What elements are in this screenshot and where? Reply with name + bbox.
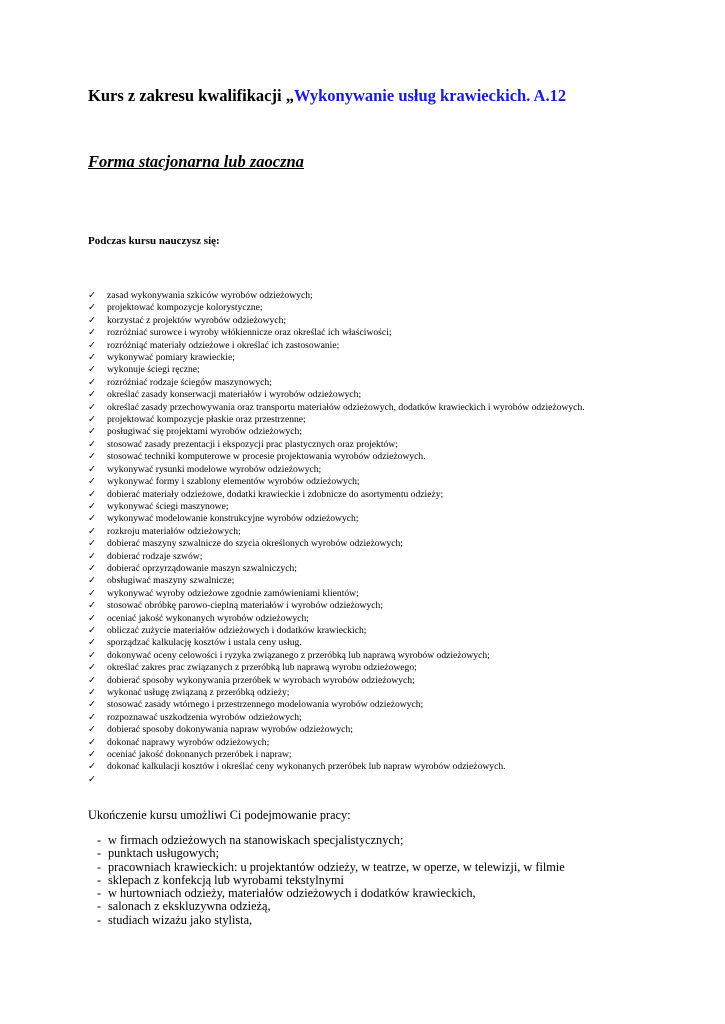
skill-list-item: [88, 476, 608, 488]
skill-text: określać zasady przechowywania oraz transportu materiałów odzieżowych, dodatków krawieckich i wyrobów odzieżowych.: [107, 401, 585, 413]
skill-text: rozpoznawać uszkodzenia wyrobów odzieżowych;: [107, 711, 302, 723]
skill-list-item: [88, 737, 608, 749]
skill-text: dobierać sposoby wykonywania przeróbek w wyrobach wyrobów odzieżowych;: [107, 674, 415, 686]
skill-list-item: [88, 526, 608, 538]
checkmark-icon: ✓: [88, 773, 96, 785]
skill-list-item: [88, 426, 608, 438]
skill-text: stosować zasady wtórnego i przestrzennego modelowania wyrobów odzieżowych;: [107, 699, 424, 711]
skill-text: obliczać zużycie materiałów odzieżowych i dodatków krawieckich;: [107, 624, 367, 636]
skill-list-item: [88, 712, 608, 724]
skill-list-item: [88, 402, 608, 414]
dash-bullet: -: [97, 899, 102, 914]
workplace-list-item: [97, 914, 617, 927]
skill-list-item: [88, 489, 608, 501]
skill-list-item: [88, 327, 608, 339]
dash-bullet: -: [97, 912, 102, 927]
skill-list-item: [88, 315, 608, 327]
workplace-list-item: [97, 887, 617, 900]
skill-text: rozkroju materiałów odzieżowych;: [107, 525, 241, 537]
skill-list-item: [88, 600, 608, 612]
workplace-list-item: [97, 847, 617, 860]
checkmark-icon: ✓: [88, 426, 96, 438]
skill-text: dobierać materiały odzieżowe, dodatki krawieckie i zdobnicze do asortymentu odzieży;: [107, 488, 444, 500]
skill-text: wykonywać modelowanie konstrukcyjne wyrobów odzieżowych;: [107, 513, 359, 525]
checkmark-icon: ✓: [88, 513, 96, 525]
checkmark-icon: ✓: [88, 327, 96, 339]
workplace-text: salonach z ekskluzywna odzieżą,: [108, 899, 271, 914]
skill-list-item: [88, 749, 608, 761]
workplace-list-item: [97, 834, 617, 847]
dash-bullet: -: [97, 859, 102, 874]
checkmark-icon: ✓: [88, 500, 96, 512]
checkmark-icon: ✓: [88, 749, 96, 761]
skill-text: dobierać oprzyrządowanie maszyn szwalniczych;: [107, 562, 297, 574]
skill-list-item: [88, 451, 608, 463]
qualification-name: Wykonywanie usług krawieckich. A.12: [293, 86, 567, 105]
skill-list-item: [88, 389, 608, 401]
skill-list-item: [88, 724, 608, 736]
skill-text: stosować obróbkę parowo-cieplną materiałów i wyrobów odzieżowych;: [107, 600, 383, 612]
checkmark-icon: ✓: [88, 600, 96, 612]
checkmark-icon: ✓: [88, 414, 96, 426]
workplaces-list: [97, 834, 617, 927]
checkmark-icon: ✓: [88, 674, 96, 686]
skill-list-item: [88, 364, 608, 376]
checkmark-icon: ✓: [88, 364, 96, 376]
checkmark-icon: ✓: [88, 389, 96, 401]
checkmark-icon: ✓: [88, 314, 96, 326]
workplace-list-item: [97, 900, 617, 913]
skill-list-item: [88, 538, 608, 550]
checkmark-icon: ✓: [88, 525, 96, 537]
course-title: [88, 86, 566, 106]
skill-list-item: [88, 439, 608, 451]
skill-text: obsługiwać maszyny szwalnicze;: [107, 575, 235, 587]
checkmark-icon: ✓: [88, 451, 96, 463]
skill-list-item: [88, 513, 608, 525]
skill-text: wykonuje ściegi ręczne;: [107, 364, 200, 376]
skill-text: dokonać kalkulacji kosztów i określać ceny wykonanych przeróbek lub napraw wyrobów odzieżowych.: [107, 761, 506, 773]
dash-bullet: -: [97, 886, 102, 901]
checkmark-icon: ✓: [88, 476, 96, 488]
skill-list-item: [88, 662, 608, 674]
skill-list-item: [88, 551, 608, 563]
checkmark-icon: ✓: [88, 587, 96, 599]
checkmark-icon: ✓: [88, 401, 96, 413]
skill-list-item: [88, 563, 608, 575]
checkmark-icon: ✓: [88, 488, 96, 500]
skill-text: rozróżniać rodzaje ściegów maszynowych;: [107, 376, 272, 388]
skill-list-item: [88, 613, 608, 625]
skill-list-item: [88, 699, 608, 711]
skill-list-item: [88, 650, 608, 662]
checkmark-icon: ✓: [88, 761, 96, 773]
checkmark-icon: ✓: [88, 438, 96, 450]
checkmark-icon: ✓: [88, 724, 96, 736]
skill-text: wykonywać formy i szablony elementów wyrobów odzieżowych;: [107, 476, 360, 488]
skill-list-item: [88, 588, 608, 600]
workplace-text: w hurtowniach odzieży, materiałów odzieżowych i dodatków krawieckich,: [108, 886, 476, 901]
skill-list-item: [88, 637, 608, 649]
skill-text: dobierać maszyny szwalnicze do szycia określonych wyrobów odzieżowych;: [107, 538, 403, 550]
skill-text: projektować kompozycje kolorystyczne;: [107, 302, 263, 314]
checkmark-icon: ✓: [88, 290, 96, 301]
skill-text: sporządzać kalkulację kosztów i ustala ceny usług.: [107, 637, 302, 649]
title-prefix: Kurs z zakresu kwalifikacji „: [88, 86, 294, 105]
skill-list-item: [88, 575, 608, 587]
skill-text: oceniać jakość wykonanych wyrobów odzieżowych;: [107, 612, 309, 624]
checkmark-icon: ✓: [88, 736, 96, 748]
workplace-list-item: [97, 861, 617, 874]
skill-list-item: [88, 501, 608, 513]
skill-list-item: [88, 464, 608, 476]
checkmark-icon: ✓: [88, 662, 96, 674]
skills-list: [88, 290, 608, 785]
checkmark-icon: ✓: [88, 562, 96, 574]
checkmark-icon: ✓: [88, 538, 96, 550]
skill-text: oceniać jakość dokonanych przeróbek i napraw;: [107, 749, 292, 761]
skill-list-item: [88, 290, 608, 302]
skill-list-item: [88, 687, 608, 699]
checkmark-icon: ✓: [88, 649, 96, 661]
skill-text: wykonywać rysunki modelowe wyrobów odzieżowych;: [107, 463, 322, 475]
skill-text: rozróżniać surowce i wyroby włókiennicze oraz określać ich właściwości;: [107, 327, 392, 339]
checkmark-icon: ✓: [88, 699, 96, 711]
skill-text: wykonywać ściegi maszynowe;: [107, 500, 229, 512]
checkmark-icon: ✓: [88, 376, 96, 388]
skill-text: wykonywać pomiary krawieckie;: [107, 352, 235, 364]
skill-list-item: [88, 340, 608, 352]
checkmark-icon: ✓: [88, 637, 96, 649]
career-intro: Ukończenie kursu umożliwi Ci podejmowanie pracy:: [88, 808, 351, 822]
skill-list-item: [88, 761, 608, 773]
learn-heading: Podczas kursu nauczysz się:: [88, 235, 220, 247]
skill-text: stosować zasady prezentacji i ekspozycji prac plastycznych oraz projektów;: [107, 438, 398, 450]
checkmark-icon: ✓: [88, 339, 96, 351]
skill-list-item: [88, 414, 608, 426]
skill-text: określać zasady konserwacji materiałów i wyrobów odzieżowych;: [107, 389, 362, 401]
checkmark-icon: ✓: [88, 352, 96, 364]
course-form-subtitle: Forma stacjonarna lub zaoczna: [88, 152, 304, 171]
skill-text: stosować techniki komputerowe w procesie projektowania wyrobów odzieżowych.: [107, 451, 426, 463]
skill-text: posługiwać się projektami wyrobów odzieżowych;: [107, 426, 303, 438]
checkmark-icon: ✓: [88, 302, 96, 314]
workplace-list-item: [97, 874, 617, 887]
skill-text: dokonać naprawy wyrobów odzieżowych;: [107, 736, 270, 748]
skill-text: wykonać usługę związaną z przeróbką odzieży;: [107, 687, 290, 698]
skill-list-item: [88, 352, 608, 364]
skill-text: wykonywać wyroby odzieżowe zgodnie zamówieniami klientów;: [107, 587, 359, 599]
skill-list-item: [88, 302, 608, 314]
skill-list-item: [88, 675, 608, 687]
dash-bullet: -: [97, 846, 102, 861]
dash-bullet: -: [97, 872, 102, 887]
skill-list-item: [88, 625, 608, 637]
skill-text: rozróżniąć materiały odzieżowe i określać ich zastosowanie;: [107, 339, 340, 351]
workplace-text: punktach usługowych;: [108, 846, 219, 861]
workplace-text: sklepach z konfekcją lub wyrobami tekstylnymi: [108, 872, 344, 887]
skill-text: dobierać sposoby dokonywania napraw wyrobów odzieżowych;: [107, 724, 353, 736]
checkmark-icon: ✓: [88, 687, 96, 698]
skill-list-item: [88, 377, 608, 389]
skill-text: dokonywać oceny celowości i ryzyka związanego z przeróbką lub naprawą wyrobów odzieżowych;: [107, 649, 490, 661]
checkmark-icon: ✓: [88, 463, 96, 475]
skill-text: projektować kompozycje płaskie oraz przestrzenne;: [107, 414, 306, 426]
workplace-text: w firmach odzieżowych na stanowiskach specjalistycznych;: [108, 833, 404, 847]
checkmark-icon: ✓: [88, 575, 96, 587]
checkmark-icon: ✓: [88, 711, 96, 723]
dash-bullet: -: [97, 833, 102, 847]
skill-text: dobierać rodzaje szwów;: [107, 550, 203, 562]
checkmark-icon: ✓: [88, 550, 96, 562]
skill-text: zasad wykonywania szkiców wyrobów odzieżowych;: [107, 290, 313, 301]
workplace-text: studiach wizażu jako stylista,: [108, 912, 253, 927]
checkmark-icon: ✓: [88, 612, 96, 624]
workplace-text: pracowniach krawieckich: u projektantów odzieży, w teatrze, w operze, w telewizji, w filmie: [108, 859, 565, 874]
skill-text: określać zakres prac związanych z przeróbką lub naprawą wyrobu odzieżowego;: [107, 662, 417, 674]
skill-text: korzystać z projektów wyrobów odzieżowych;: [107, 314, 287, 326]
checkmark-icon: ✓: [88, 624, 96, 636]
